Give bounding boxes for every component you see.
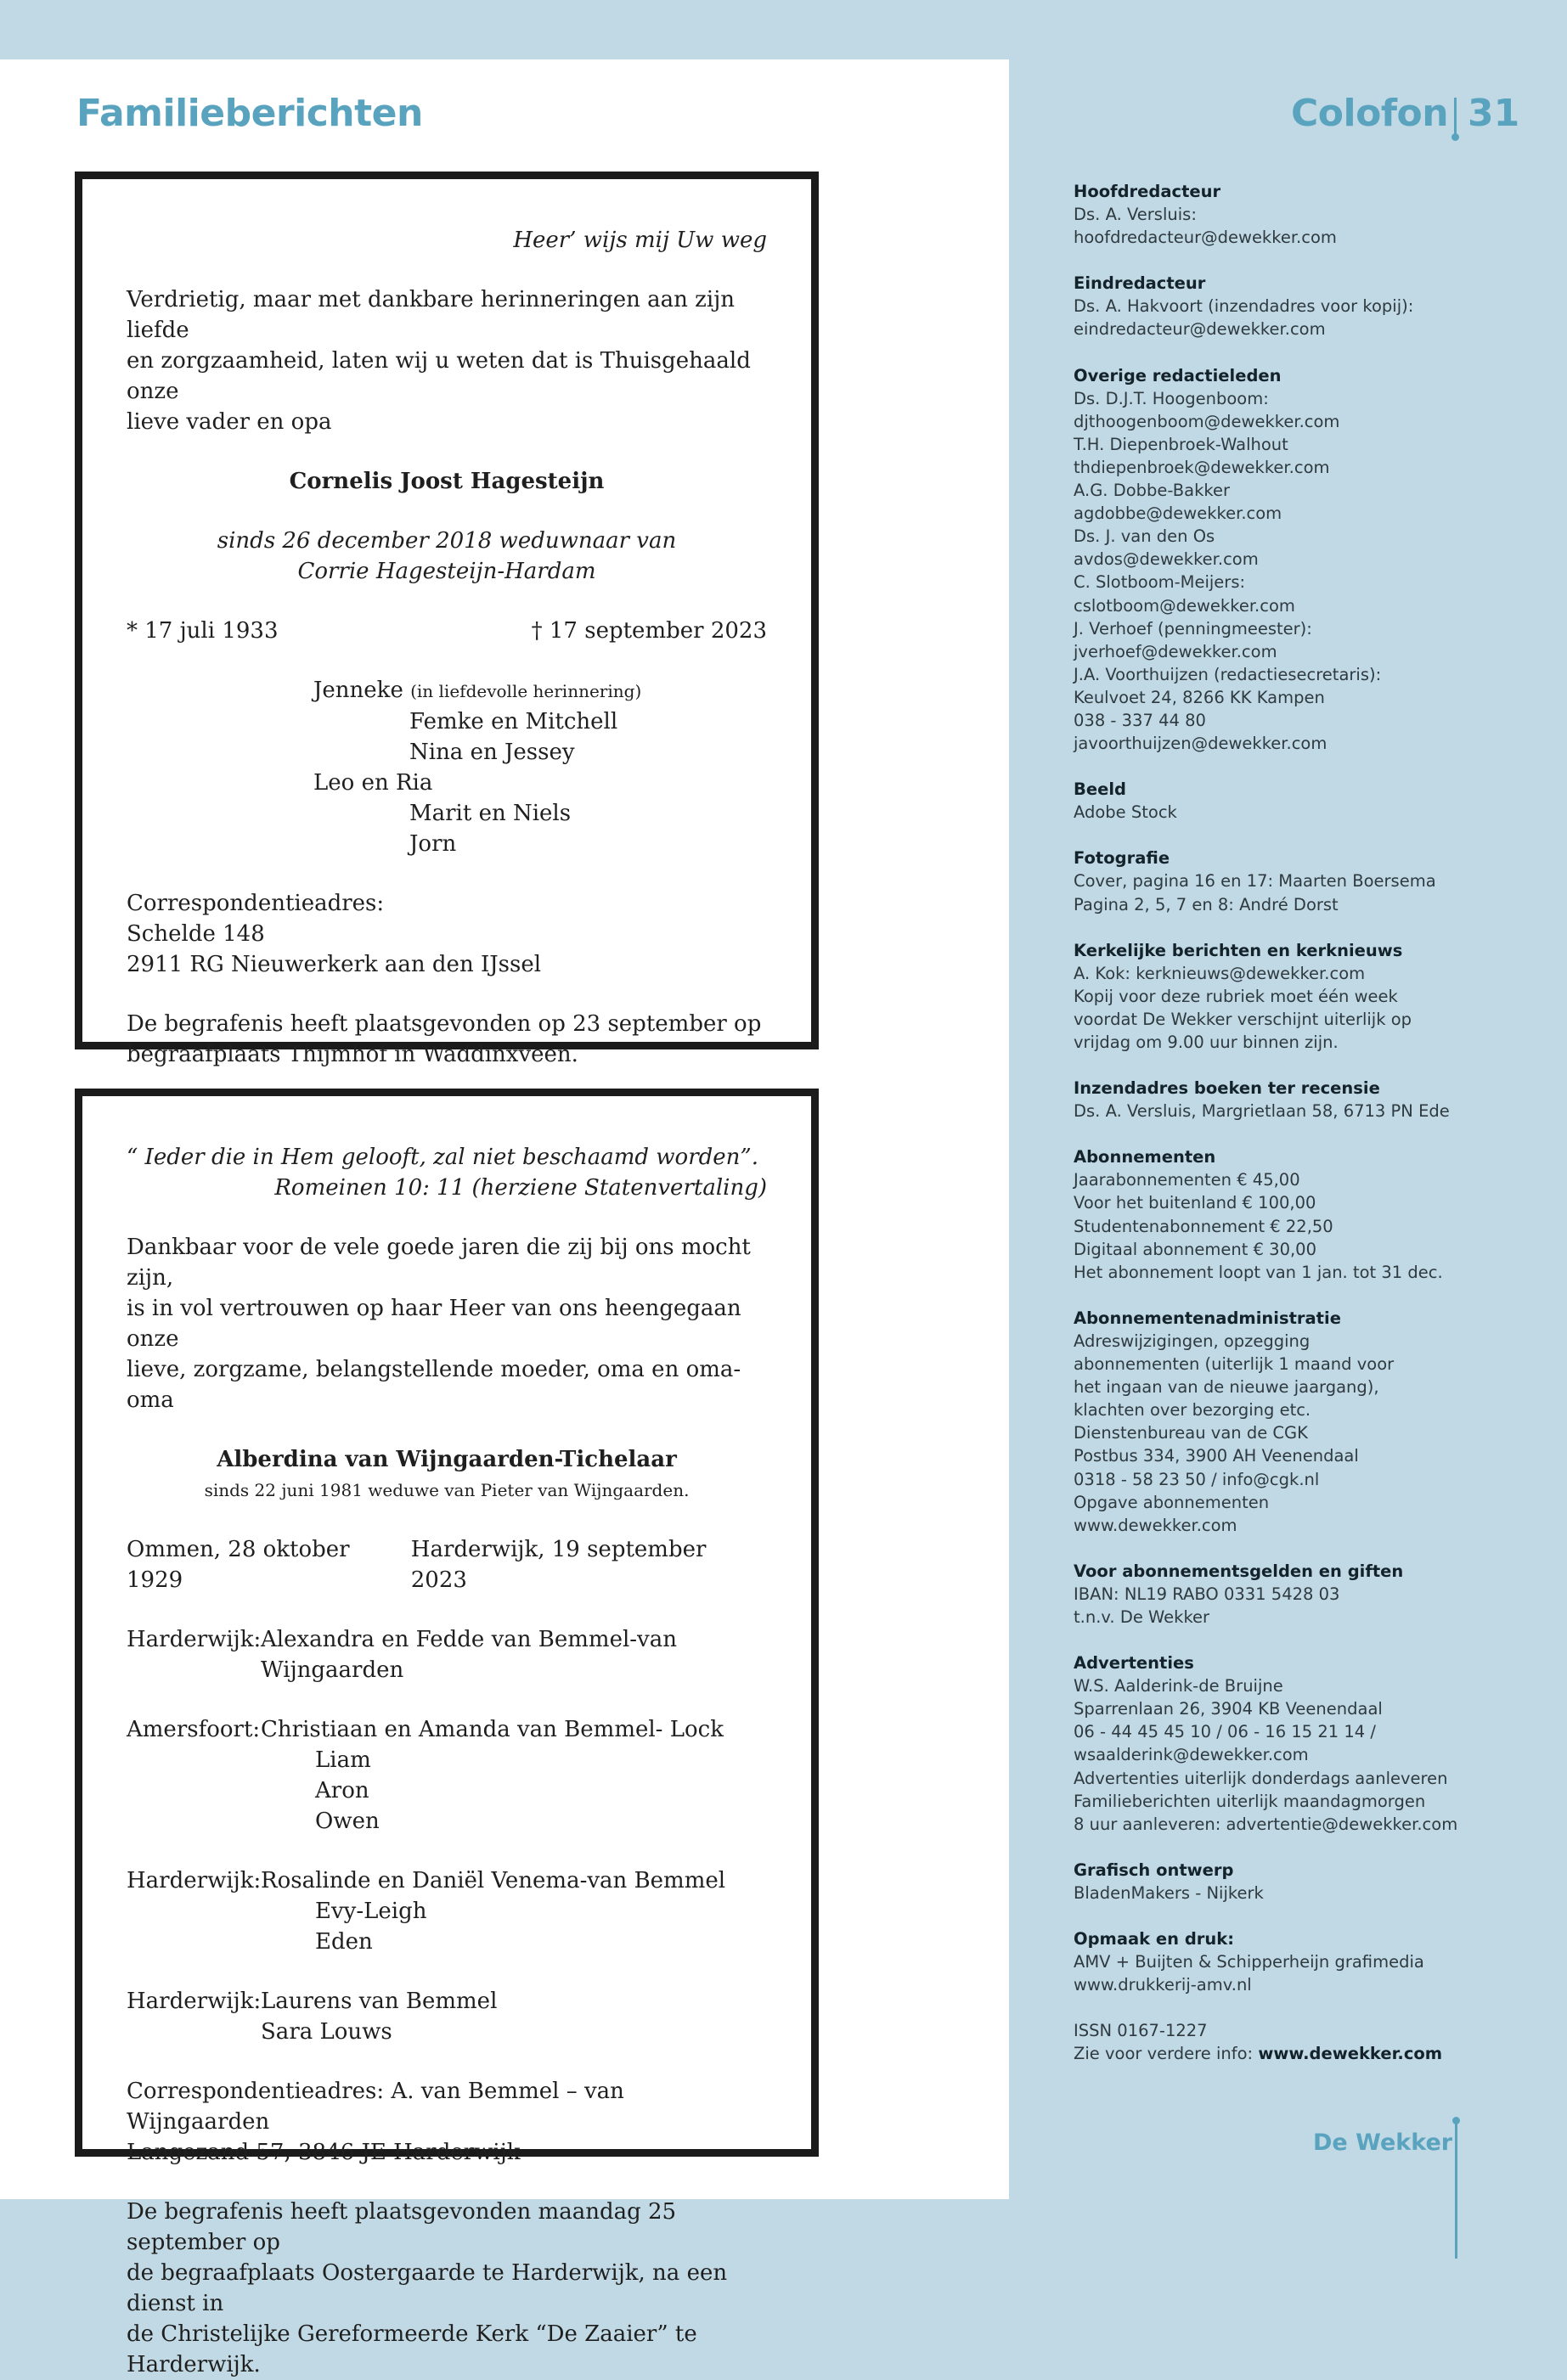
colofon-line: Opgave abonnementen <box>1074 1492 1270 1512</box>
colofon-heading: Abonnementen <box>1074 1147 1216 1167</box>
colofon-line: Het abonnement loopt van 1 jan. tot 31 dec. <box>1074 1262 1443 1282</box>
funeral-line: begraafplaats Thijmhof in Waddinxveen. <box>127 1042 578 1067</box>
colofon-heading: Hoofdredacteur <box>1074 182 1221 201</box>
footer-dot <box>1452 2117 1460 2124</box>
colofon-heading: Inzendadres boeken ter recensie <box>1074 1078 1380 1099</box>
colofon-block <box>1074 272 1515 340</box>
grandchild: Aron <box>315 1778 369 1803</box>
widower-line: Corrie Hagesteijn-Hardam <box>297 559 596 584</box>
colofon-line: Jaarabonnementen € 45,00 <box>1074 1170 1300 1190</box>
colofon-line: W.S. Aalderink-de Bruijne <box>1074 1676 1283 1696</box>
colofon-line: Digitaal abonnement € 30,00 <box>1074 1239 1316 1259</box>
colofon-line: Cover, pagina 16 en 17: Maarten Boersema <box>1074 871 1436 892</box>
colofon-line: Kopij voor deze rubriek moet één week <box>1074 986 1398 1006</box>
more-info-link[interactable]: www.dewekker.com <box>1258 2044 1443 2064</box>
colofon-block <box>1074 1077 1515 1122</box>
family-names: Alexandra en Fedde van Bemmel-van Wijngaarden <box>261 1627 677 1683</box>
colofon-block <box>1074 847 1515 915</box>
colofon-line: T.H. Diepenbroek-Walhout <box>1074 434 1288 454</box>
colofon-line: IBAN: NL19 RABO 0331 5428 03 <box>1074 1584 1340 1604</box>
colofon-line: Adreswijzigingen, opzegging <box>1074 1331 1311 1351</box>
colofon-line: Familieberichten uiterlijk maandagmorgen <box>1074 1791 1426 1811</box>
motto: Heer’ wijs mij Uw weg <box>513 228 767 253</box>
colofon-line: AMV + Buijten & Schipperheijn grafimedia <box>1074 1952 1424 1972</box>
grandchild: Owen <box>315 1809 380 1834</box>
more-info-prefix: Zie voor verdere info: <box>1074 2044 1259 2064</box>
address-line: Schelde 148 <box>127 921 265 947</box>
colofon-heading: Opmaak en druk: <box>1074 1929 1235 1949</box>
colofon-line: Ds. A. Hakvoort (inzendadres voor kopij): <box>1074 296 1414 317</box>
bible-quote: “ Ieder die in Hem gelooft, zal niet beschaamd worden”. <box>127 1145 758 1170</box>
obituary-notice-hagesteijn <box>75 172 819 1067</box>
widower-line: sinds 26 december 2018 weduwnaar van <box>217 528 677 554</box>
dates-row <box>127 616 767 646</box>
funeral-line: de begraafplaats Oostergaarde te Harderwijk, na een dienst in <box>127 2260 728 2316</box>
death-date: Harderwijk, 19 september 2023 <box>410 1537 707 1593</box>
grandchild: Liam <box>315 1747 371 1773</box>
family-names: Christiaan en Amanda van Bemmel- Lock <box>261 1717 724 1742</box>
funeral-line: De begrafenis heeft plaatsgevonden op 23 september op <box>127 1011 762 1037</box>
colofon-heading: Overige redactieleden <box>1074 365 1282 385</box>
family-place: Amersfoort: <box>127 1717 261 1742</box>
page-number-dot <box>1451 133 1459 141</box>
colofon-line: J. Verhoef (penningmeester): <box>1074 618 1312 639</box>
birth-date: * 17 juli 1933 <box>127 618 279 644</box>
birth-date: Ommen, 28 oktober 1929 <box>127 1537 350 1593</box>
colofon-line: 0318 - 58 23 50 / info@cgk.nl <box>1074 1469 1320 1489</box>
intro-line: Verdrietig, maar met dankbare herinneringen aan zijn liefde <box>127 287 736 343</box>
colofon-heading: Beeld <box>1074 779 1126 800</box>
colofon-block <box>1074 1927 1515 1996</box>
colofon-line: Ds. A. Versluis: <box>1074 205 1197 225</box>
colofon-block <box>1074 1145 1515 1284</box>
colofon-line: 06 - 44 45 45 10 / 06 - 16 15 21 14 / <box>1074 1722 1376 1742</box>
family-member-note: (in liefdevolle herinnering) <box>410 681 642 701</box>
colofon-block <box>1074 778 1515 824</box>
family-row <box>127 1714 767 1745</box>
section-title-familieberichten: Familieberichten <box>76 92 423 135</box>
footer-brand: De Wekker <box>1313 2130 1453 2156</box>
family-names: Rosalinde en Daniël Venema-van Bemmel <box>261 1868 726 1893</box>
colofon-line: cslotboom@dewekker.com <box>1074 595 1295 616</box>
colofon-heading: Voor abonnementsgelden en giften <box>1074 1561 1404 1581</box>
family-names: Sara Louws <box>261 2019 392 2045</box>
colofon-heading: Kerkelijke berichten en kerknieuws <box>1074 940 1403 960</box>
intro-line: lieve, zorgzame, belangstellende moeder, oma en oma-oma <box>127 1357 741 1413</box>
section-title-colofon: Colofon <box>1291 92 1449 135</box>
colofon-line: voordat De Wekker verschijnt uiterlijk op <box>1074 1009 1412 1029</box>
colofon-heading: Grafisch ontwerp <box>1074 1860 1234 1880</box>
colofon-line: het ingaan van de nieuwe jaargang), <box>1074 1377 1379 1398</box>
colofon-block <box>1074 939 1515 1054</box>
colofon-line: Postbus 334, 3900 AH Veenendaal <box>1074 1446 1359 1466</box>
funeral-line: De begrafenis heeft plaatsgevonden maandag 25 september op <box>127 2199 677 2255</box>
colofon-heading: Advertenties <box>1074 1653 1194 1674</box>
colofon-line: Pagina 2, 5, 7 en 8: André Dorst <box>1074 894 1339 914</box>
family-member-name: Jenneke <box>313 678 403 703</box>
colofon-line: BladenMakers - Nijkerk <box>1074 1882 1264 1903</box>
family-row <box>127 1986 767 2017</box>
colofon-blocks <box>1074 180 1515 1996</box>
colofon-heading: Fotografie <box>1074 848 1170 869</box>
colofon-line: 038 - 337 44 80 <box>1074 710 1206 730</box>
colofon-line: Ds. J. van den Os <box>1074 526 1215 547</box>
colofon-line: 8 uur aanleveren: advertentie@dewekker.com <box>1074 1814 1458 1834</box>
colofon-line: vrijdag om 9.00 uur binnen zijn. <box>1074 1032 1339 1052</box>
dates-row <box>127 1534 767 1595</box>
family-row <box>127 1624 767 1685</box>
colofon-block <box>1074 1651 1515 1836</box>
grandchild: Evy-Leigh <box>315 1899 427 1924</box>
colofon-line: Ds. D.J.T. Hoogenboom: <box>1074 388 1269 408</box>
colofon-line: t.n.v. De Wekker <box>1074 1606 1210 1627</box>
grandchild: Jorn <box>409 831 457 857</box>
colofon-heading: Abonnementenadministratie <box>1074 1308 1341 1328</box>
family-member <box>127 675 767 706</box>
colofon-sidebar <box>1074 180 1515 2088</box>
deceased-name: Alberdina van Wijngaarden-Tichelaar <box>217 1447 677 1472</box>
family-place: Harderwijk: <box>127 1868 262 1893</box>
colofon-line: J.A. Voorthuijzen (redactiesecretaris): <box>1074 664 1382 684</box>
address-line: Correspondentieadres: <box>127 891 385 916</box>
colofon-line: djthoogenboom@dewekker.com <box>1074 411 1340 431</box>
colofon-line: avdos@dewekker.com <box>1074 549 1259 570</box>
colofon-line: www.drukkerij-amv.nl <box>1074 1975 1252 1995</box>
bible-reference: Romeinen 10: 11 (herziene Statenvertaling) <box>274 1175 767 1201</box>
grandchild: Femke en Mitchell <box>409 709 618 734</box>
colofon-line: C. Slotboom-Meijers: <box>1074 572 1246 593</box>
deceased-name: Cornelis Joost Hagesteijn <box>289 469 605 494</box>
grandchild: Marit en Niels <box>409 801 572 826</box>
intro-line: is in vol vertrouwen op haar Heer van ons heengegaan onze <box>127 1296 741 1352</box>
colofon-line: Voor het buitenland € 100,00 <box>1074 1193 1316 1213</box>
colofon-line: Studentenabonnement € 22,50 <box>1074 1216 1333 1236</box>
colofon-line: thdiepenbroek@dewekker.com <box>1074 457 1330 477</box>
grandchild: Eden <box>315 1929 373 1955</box>
colofon-block <box>1074 1859 1515 1905</box>
address-line: Correspondentieadres: A. van Bemmel – van Wijngaarden <box>127 2079 624 2135</box>
colofon-line: agdobbe@dewekker.com <box>1074 504 1282 524</box>
family-row <box>127 1865 767 1896</box>
page-number: 31 <box>1468 92 1520 135</box>
colofon-line: A. Kok: kerknieuws@dewekker.com <box>1074 963 1366 983</box>
page-number-divider <box>1454 98 1457 138</box>
colofon-line: Keulvoet 24, 8266 KK Kampen <box>1074 687 1325 707</box>
colofon-line: www.dewekker.com <box>1074 1515 1237 1535</box>
address-line: Langezand 57, 3846 JE Harderwijk <box>127 2140 521 2165</box>
family-place: Harderwijk: <box>127 1627 262 1652</box>
more-info-line <box>1074 2042 1515 2065</box>
colofon-block <box>1074 180 1515 249</box>
footer-rule <box>1455 2119 1457 2259</box>
obituary-notice-van-wijngaarden <box>75 1089 819 2377</box>
issn: ISSN 0167-1227 <box>1074 2021 1208 2041</box>
family-names: Laurens van Bemmel <box>261 1989 498 2014</box>
colofon-line: wsaalderink@dewekker.com <box>1074 1745 1309 1765</box>
colofon-line: Adobe Stock <box>1074 802 1177 823</box>
colofon-line: jverhoef@dewekker.com <box>1074 641 1277 661</box>
intro-line: lieve vader en opa <box>127 409 332 435</box>
colofon-block <box>1074 1560 1515 1629</box>
colofon-line: abonnementen (uiterlijk 1 maand voor <box>1074 1354 1395 1375</box>
address-line: 2911 RG Nieuwerkerk aan den IJssel <box>127 952 542 977</box>
colofon-footer <box>1074 2019 1515 2065</box>
grandchild: Nina en Jessey <box>409 740 575 765</box>
colofon-line: A.G. Dobbe-Bakker <box>1074 481 1230 501</box>
colofon-block <box>1074 1307 1515 1537</box>
intro-line: Dankbaar voor de vele goede jaren die zij bij ons mocht zijn, <box>127 1235 751 1291</box>
family-place: Harderwijk: <box>127 1989 262 2014</box>
widow-line: sinds 22 juni 1981 weduwe van Pieter van Wijngaarden. <box>204 1480 690 1500</box>
colofon-block <box>1074 364 1515 756</box>
colofon-line: Ds. A. Versluis, Margrietlaan 58, 6713 PN Ede <box>1074 1101 1450 1122</box>
family-member: Leo en Ria <box>313 770 433 796</box>
colofon-line: Sparrenlaan 26, 3904 KB Veenendaal <box>1074 1699 1383 1719</box>
colofon-line: Dienstenbureau van de CGK <box>1074 1423 1308 1443</box>
intro-line: en zorgzaamheid, laten wij u weten dat is Thuisgehaald onze <box>127 348 751 404</box>
colofon-line: javoorthuijzen@dewekker.com <box>1074 734 1327 754</box>
colofon-line: eindredacteur@dewekker.com <box>1074 319 1326 340</box>
colofon-line: Advertenties uiterlijk donderdags aanleveren <box>1074 1768 1448 1788</box>
colofon-heading: Eindredacteur <box>1074 273 1206 294</box>
death-date: † 17 september 2023 <box>531 618 767 644</box>
funeral-line: de Christelijke Gereformeerde Kerk “De Zaaier” te Harderwijk. <box>127 2321 697 2377</box>
colofon-line: hoofdredacteur@dewekker.com <box>1074 228 1337 248</box>
colofon-line: klachten over bezorging etc. <box>1074 1400 1311 1421</box>
